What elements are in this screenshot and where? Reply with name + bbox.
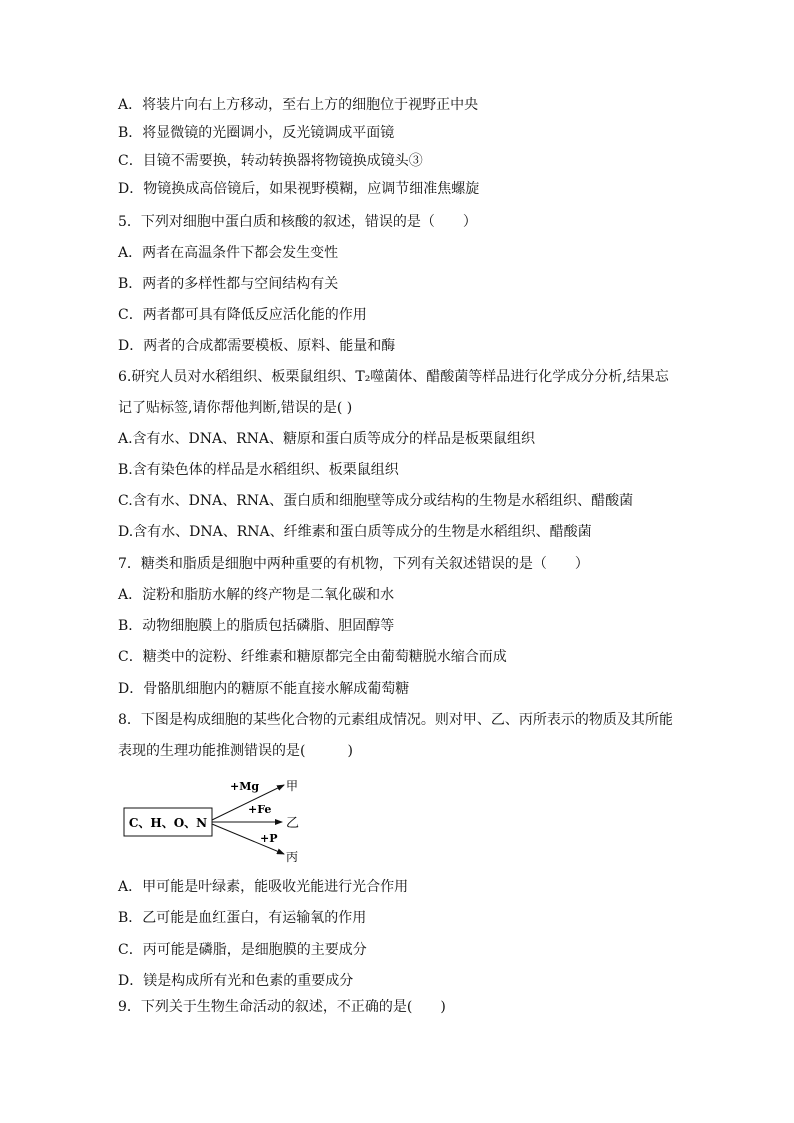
question-5: 5．下列对细胞中蛋白质和核酸的叙述，错误的是（ ） bbox=[118, 214, 477, 230]
target-jia: 甲 bbox=[286, 779, 299, 793]
element-box-label: C、H、O、N bbox=[128, 816, 208, 830]
target-yi: 乙 bbox=[286, 816, 300, 831]
question-8-line2: 表现的生理功能推测错误的是( ) bbox=[118, 743, 353, 759]
question-8-line1: 8．下图是构成细胞的某些化合物的元素组成情况。则对甲、乙、丙所表示的物质及其所能 bbox=[118, 712, 673, 728]
question-6-line2: 记了贴标签,请你帮他判断,错误的是( ) bbox=[118, 400, 353, 416]
option-6a: A.含有水、DNA、RNA、糖原和蛋白质等成分的样品是板栗鼠组织 bbox=[118, 431, 536, 447]
question-6-line1: 6.研究人员对水稻组织、板栗鼠组织、T₂噬菌体、醋酸菌等样品进行化学成分分析,结果忘 bbox=[118, 369, 669, 385]
question-9: 9．下列关于生物生命活动的叙述，不正确的是( ) bbox=[118, 999, 446, 1015]
option-8a: A．甲可能是叶绿素，能吸收光能进行光合作用 bbox=[118, 879, 409, 895]
option-4d: D．物镜换成高倍镜后，如果视野模糊，应调节细准焦螺旋 bbox=[118, 181, 480, 197]
option-8c: C．丙可能是磷脂，是细胞膜的主要成分 bbox=[118, 942, 367, 958]
element-composition-diagram bbox=[118, 770, 318, 865]
option-5a: A．两者在高温条件下都会发生变性 bbox=[118, 245, 339, 261]
option-5b: B．两者的多样性都与空间结构有关 bbox=[118, 276, 339, 292]
option-4c: C．目镜不需要换，转动转换器将物镜换成镜头③ bbox=[118, 153, 423, 169]
option-7d: D．骨骼肌细胞内的糖原不能直接水解成葡萄糖 bbox=[118, 681, 410, 697]
target-bing: 丙 bbox=[286, 850, 299, 864]
option-4b: B．将显微镜的光圈调小，反光镜调成平面镜 bbox=[118, 125, 395, 141]
option-4a: A．将装片向右上方移动，至右上方的细胞位于视野正中央 bbox=[118, 97, 479, 113]
option-8b: B．乙可能是血红蛋白，有运输氧的作用 bbox=[118, 910, 367, 926]
option-6b: B.含有染色体的样品是水稻组织、板栗鼠组织 bbox=[118, 462, 399, 478]
option-7b: B．动物细胞膜上的脂质包括磷脂、胆固醇等 bbox=[118, 618, 395, 634]
option-5d: D．两者的合成都需要模板、原料、能量和酶 bbox=[118, 338, 396, 354]
option-7c: C．糖类中的淀粉、纤维素和糖原都完全由葡萄糖脱水缩合而成 bbox=[118, 649, 507, 665]
option-6d: D.含有水、DNA、RNA、纤维素和蛋白质等成分的生物是水稻组织、醋酸菌 bbox=[118, 524, 592, 540]
option-8d: D．镁是构成所有光和色素的重要成分 bbox=[118, 973, 354, 989]
option-7a: A．淀粉和脂肪水解的终产物是二氧化碳和水 bbox=[118, 587, 395, 603]
label-p: +P bbox=[260, 832, 278, 845]
label-fe: +Fe bbox=[248, 803, 272, 816]
question-7: 7．糖类和脂质是细胞中两种重要的有机物，下列有关叙述错误的是（ ） bbox=[118, 556, 589, 572]
label-mg: +Mg bbox=[230, 780, 260, 793]
option-5c: C．两者都可具有降低反应活化能的作用 bbox=[118, 307, 367, 323]
option-6c: C.含有水、DNA、RNA、蛋白质和细胞壁等成分或结构的生物是水稻组织、醋酸菌 bbox=[118, 493, 634, 509]
